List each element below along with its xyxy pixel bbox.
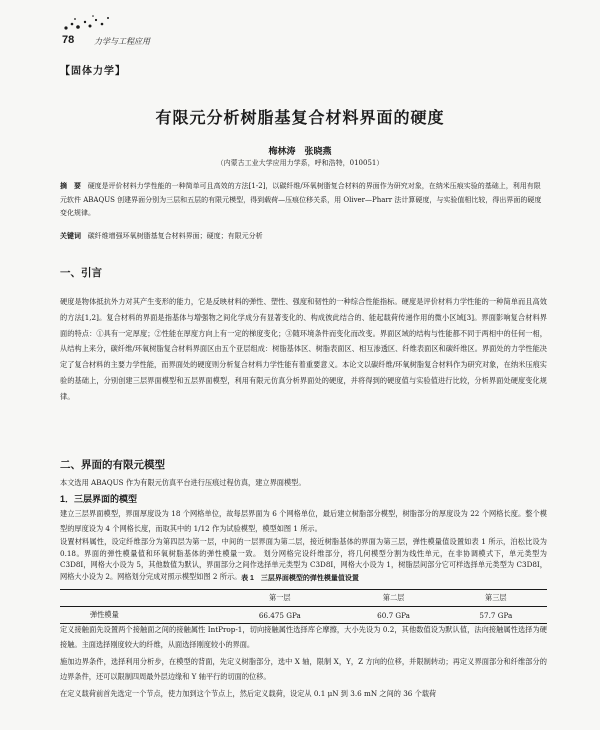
paper-title: 有限元分析树脂基复合材料界面的硬度 <box>155 108 445 127</box>
intro-heading: 一、引言 <box>60 267 102 279</box>
table-header-row <box>60 590 547 607</box>
intro-paragraph: 硬度是物体抵抗外力对其产生变形的能力，它是反映材料的弹性、塑性、强度和韧性的一种综合性能指标。硬度是评价材料力学性能的一种简单而且高效的方法[1,2]。复合材料的界面是指基体与增强物之间化学成分有显著变化的、构成彼此结合的、能起载荷传递作用的微小区域[3]。界面影响复合材料界面的特点：①具有一定厚度；②性能在厚度方向上有一定的梯度变化；③随环境条件而变化而改变。界面区域的结构与性能都不同于两相中的任何一相，从结构上来分，碳纤维/环氧树脂复合材料界面区由五个亚层组成：树脂基体区、树脂表面区、相互渗透区、纤维表面区和碳纤维区。界面处的力学性能决定了复合材料的主要力学性能，而界面处的硬度则分析复合材料力学性能有着重要意义。本论文以碳纤维/环氧树脂复合材料作为研究对象，在纳米压痕实验的基础上，分别创建三层界面模型和五层界面模型，利用有限元仿真分析界面处的硬度，并将得到的硬度值与实验值进行比较，分析界面处硬度变化规律。 <box>60 297 547 401</box>
keywords-label: 关键词 <box>60 233 81 240</box>
table-cell: 60.7 GPa <box>377 610 410 620</box>
affiliation: （内蒙古工业大学应用力学系，呼和浩特，010051） <box>216 159 384 167</box>
table-header-cell: 第三层 <box>485 593 507 602</box>
section-heading-intro <box>60 265 102 280</box>
decorative-dots-icon <box>60 14 140 34</box>
keywords-text: 碳纤维增强环氧树脂基复合材料界面；硬度；有限元分析 <box>87 232 263 240</box>
page-number: 78 <box>62 34 75 46</box>
model-intro-paragraph: 本文选用 ABAQUS 作为有限元仿真平台进行压痕过程仿真，建立界面模型。 <box>60 478 306 487</box>
model-heading: 二、界面的有限元模型 <box>60 459 165 471</box>
subsection-heading: 1．三层界面的模型 <box>60 494 138 504</box>
tail-paragraph-3: 在定义载荷前首先选定一个节点，使力加到这个节点上，然后定义载荷，设定从 0.1 μN 到 3.6 mN 之间的 36 个载荷 <box>60 689 437 698</box>
authors: 梅林涛 张晓燕 <box>268 147 332 157</box>
keywords <box>60 230 547 243</box>
table-header-cell: 第二层 <box>382 593 405 602</box>
journal-name: 力学与工程应用 <box>94 37 150 46</box>
model-paragraph-2: 设置材料属性，设定纤维部分为第四层为第一层，中间的一层界面为第二层，接近树脂基体的界面为第三层，弹性模量值设置如表 1 所示，泊松比设为 0.18。界面的弹性模量值和环氧树脂基体的弹性模量一致。 划分网格完设纤维部分，将几何模型分割为线性单元，在非协调模式下，单元类型为 C3D8I，网格大小设为 5，其他数值为默认，界面部分之间作选择单元类型为 C3D8I，网格大小设为 1，树脂层间部分它可样选择单元类型为 C3D8I，网格大小设为 2。网格划分完成对照示模型如图 2 所示。 <box>60 537 547 581</box>
section-heading-model <box>60 457 165 472</box>
abstract <box>60 180 547 219</box>
table-cell: 66.475 GPa <box>258 610 301 620</box>
table-cell: 57.7 GPa <box>479 610 513 620</box>
table-header-cell <box>60 590 217 607</box>
abstract-text: 硬度是评价材料力学性能的一种简单可且高效的方法[1-2]，以碳纤维/环氧树脂复合材料的界面作为研究对象，在纳米压痕实验的基础上，利用有限元软件 ABAQUS 创建界面分别为三层和五层的有限元模型，得到载荷—压痕位移关系，用 Oliver—Pharr 法计算硬度，与实验值相比较，得出界面的硬度变化规律。 <box>60 182 542 217</box>
table-row <box>60 607 547 624</box>
section-tag: 【固体力学】 <box>60 66 126 77</box>
table-cell: 弹性模量 <box>90 610 119 619</box>
model-paragraph-1: 建立三层界面模型，界面厚度设为 18 个网格单位，故每层界面为 6 个网格单位，最后建立树脂部分模型，树脂部分的厚度设为 22 个网格长度。整个模型的厚度设为 4 个网格长度，而取其中的 1/12 作为试验模型，模型如图 1 所示。 <box>60 509 547 533</box>
table-caption: 表 1 三层界面模型的弹性模量值设置 <box>241 575 359 582</box>
tail-paragraph-1: 定义接触面先设置两个接触面之间的接触属性 IntProp-1，切向接触属性选择库仑摩擦，大小先设为 0.2，其他数值设为默认值，法向接触属性选择为硬接触。主面选择刚度较大的纤维，从面选择刚度较小的界面。 <box>60 625 547 649</box>
table-header-cell: 第一层 <box>269 593 291 602</box>
abstract-label: 摘 要 <box>60 183 81 190</box>
elastic-modulus-table <box>60 589 547 624</box>
tail-paragraph-2: 施加边界条件，选择利用分析步，在模型的背面，先定义树脂部分，选中 X 轴，限制 X，Y，Z 方向的位移，并限制转动；再定义界面部分和纤维部分的边界条件，还可以限制四周最外层边缘和 Y 轴平行的切面的位移。 <box>60 657 547 681</box>
running-header <box>60 30 580 50</box>
